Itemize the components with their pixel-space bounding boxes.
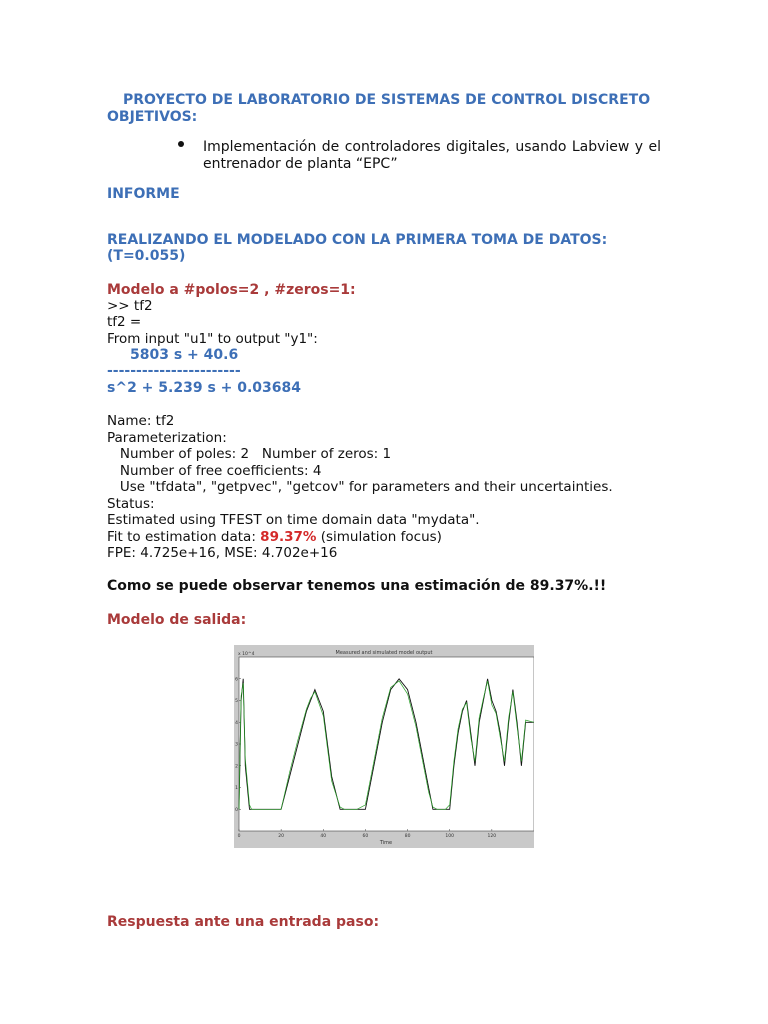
- console-line-estimated: Estimated using TFEST on time domain data "mydata".: [107, 512, 480, 528]
- y-tick-label: 0: [235, 807, 238, 813]
- console-line-status: Status:: [107, 496, 155, 512]
- y-tick-label: 4: [235, 720, 238, 726]
- output-model-heading: Modelo de salida:: [107, 612, 247, 628]
- x-tick-label: 120: [487, 834, 497, 839]
- y-tick-label: 3: [235, 742, 238, 748]
- x-tick-label: 40: [320, 834, 327, 839]
- y-tick-label: 1: [235, 786, 238, 791]
- plot-area: [239, 657, 534, 831]
- console-line-use: Use "tfdata", "getpvec", "getcov" for parameters and their uncertainties.: [107, 479, 613, 495]
- objective-bullet-text: Implementación de controladores digitales, usando Labview y el entrenador de planta “EPC”: [203, 139, 661, 172]
- console-line-parameterization: Parameterization:: [107, 430, 227, 446]
- modelo-heading: Modelo a #polos=2 , #zeros=1:: [107, 282, 356, 298]
- fit-suffix: (simulation focus): [316, 529, 442, 545]
- chart-xlabel: Time: [379, 840, 393, 846]
- transfer-fraction-bar: -----------------------: [107, 363, 241, 379]
- transfer-denominator: s^2 + 5.239 s + 0.03684: [107, 380, 302, 396]
- y-tick-label: 5: [235, 699, 238, 704]
- x-tick-label: 60: [362, 834, 369, 839]
- fit-value: 89.37%: [260, 529, 317, 545]
- output-figure: [234, 645, 534, 848]
- objetivos-heading: OBJETIVOS:: [107, 109, 198, 125]
- console-line-command: >> tf2: [107, 298, 153, 314]
- informe-heading: INFORME: [107, 186, 180, 202]
- y-tick-label: 2: [235, 764, 238, 770]
- console-line-name: Name: tf2: [107, 413, 175, 429]
- section-subheading: (T=0.055): [107, 248, 186, 264]
- section-heading: REALIZANDO EL MODELADO CON LA PRIMERA TOMA DE DATOS:: [107, 232, 608, 248]
- console-line-fpe: FPE: 4.725e+16, MSE: 4.702e+16: [107, 545, 338, 561]
- x-tick-label: 100: [445, 834, 455, 839]
- chart-title: Measured and simulated model output: [335, 650, 433, 656]
- chart-y-exponent: x 10^4: [238, 652, 255, 657]
- output-chart: [234, 645, 534, 848]
- x-tick-label: 20: [278, 834, 285, 839]
- console-line-fit: [107, 529, 442, 546]
- y-tick-label: 6: [235, 677, 238, 683]
- console-line-free-coefficients: Number of free coefficients: 4: [107, 463, 322, 479]
- x-tick-label: 0: [237, 834, 241, 839]
- bullet-icon: [178, 141, 184, 147]
- transfer-numerator: 5803 s + 40.6: [130, 347, 239, 363]
- observation-text: Como se puede observar tenemos una estimación de 89.37%.!!: [107, 578, 607, 594]
- fit-prefix: Fit to estimation data:: [107, 529, 261, 545]
- x-tick-label: 80: [404, 834, 411, 839]
- console-line-input-output: From input "u1" to output "y1":: [107, 331, 318, 347]
- console-line-tf: tf2 =: [107, 314, 142, 330]
- console-line-poles: Number of poles: 2 Number of zeros: 1: [107, 446, 392, 462]
- step-response-heading: Respuesta ante una entrada paso:: [107, 914, 380, 930]
- document-title: PROYECTO DE LABORATORIO DE SISTEMAS DE CONTROL DISCRETO: [123, 92, 651, 108]
